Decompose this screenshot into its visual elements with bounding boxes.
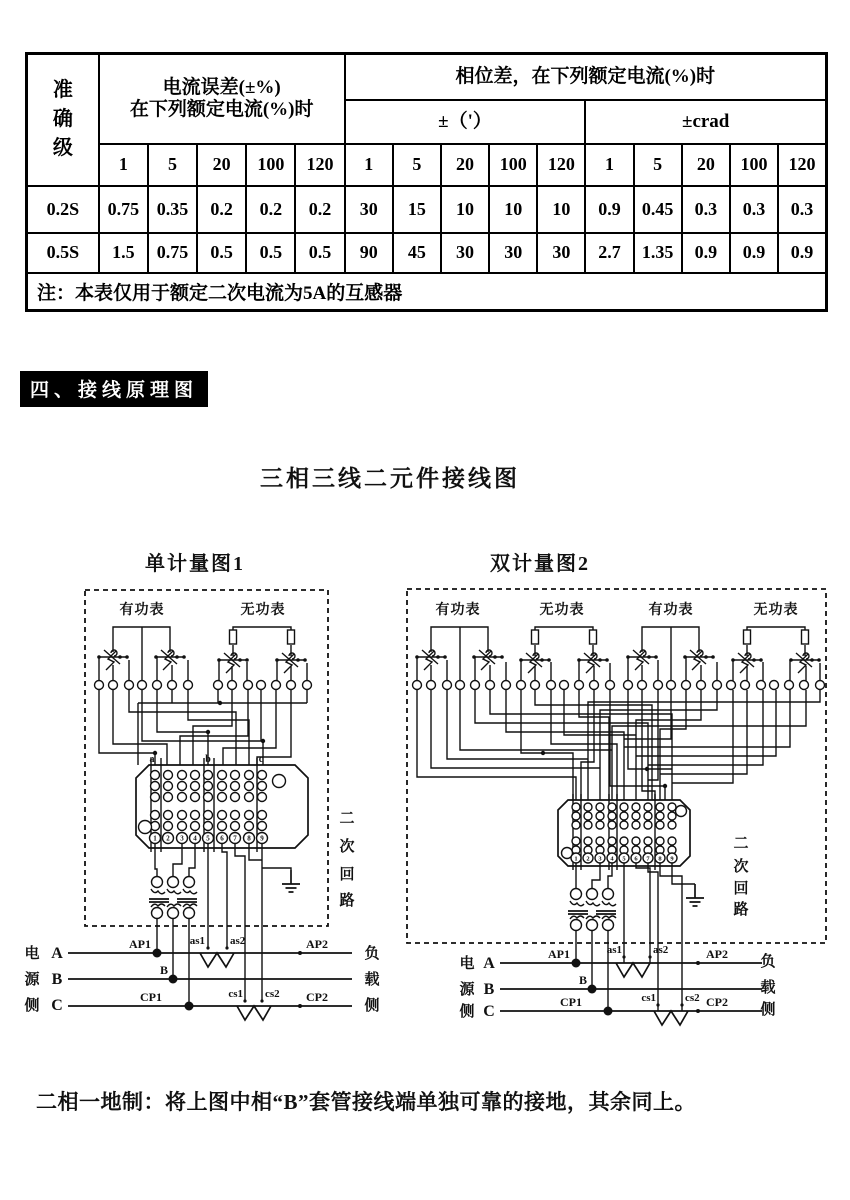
table-cell: 10	[489, 186, 537, 233]
terminal-number: 8	[658, 855, 662, 863]
table-cell: 0.9	[585, 186, 633, 233]
terminal-number: 9	[670, 855, 674, 863]
terminal-number: 5	[622, 855, 626, 863]
wire-label-as2: as2	[653, 944, 669, 956]
table-cell: 0.9	[778, 233, 826, 273]
row-label: 0.2S	[27, 186, 99, 233]
wire-label-as1: as1	[189, 935, 205, 947]
wire-label-ap2: AP2	[306, 937, 328, 951]
current-transformer	[149, 877, 197, 919]
table-cell: 1.5	[99, 233, 148, 273]
wire-label-as2: as2	[230, 935, 246, 947]
table-cell: 0.3	[730, 186, 778, 233]
meter-elements	[413, 627, 825, 690]
load-side-char: 侧	[760, 1002, 776, 1018]
table-cell: 10	[441, 186, 489, 233]
wire-label-ap1: AP1	[548, 947, 570, 961]
wire-label-as1: as1	[606, 944, 622, 956]
terminal-block	[136, 754, 308, 852]
active-meter-label: 有功表	[435, 603, 481, 618]
table-cell: 30	[489, 233, 537, 273]
bushing-ct-link	[200, 953, 234, 967]
wire-label-cs1: cs1	[641, 992, 656, 1004]
terminal-letter: a	[149, 754, 155, 765]
table-cell: 0.5	[295, 233, 344, 273]
table-cell: 0.75	[148, 233, 197, 273]
source-side-char: 电	[459, 956, 475, 972]
active-meter-label: 有功表	[648, 603, 694, 618]
terminal-number: 1	[153, 834, 157, 843]
table-cell: 2.7	[585, 233, 633, 273]
phase-label: C	[483, 1003, 495, 1020]
pct-col: 20	[682, 144, 730, 186]
grounding-note: 二相一地制：将上图中相“B”套管接线端单独可靠的接地，其余同上。	[36, 1090, 697, 1114]
phase-label: B	[483, 981, 495, 998]
load-side-char: 载	[760, 980, 776, 996]
wire-label-cp2: CP2	[306, 990, 328, 1004]
numbered-terminals	[150, 833, 268, 844]
row-label: 0.5S	[27, 233, 99, 273]
svg-text:二: 二	[339, 811, 355, 827]
mounting-hole	[676, 806, 687, 817]
current-error-header: 电流误差(±%) 在下列额定电流(%)时	[99, 54, 345, 144]
bushing-ct-link	[654, 1011, 688, 1025]
table-cell: 0.75	[99, 186, 148, 233]
pct-col: 120	[778, 144, 826, 186]
table-cell: 0.2	[295, 186, 344, 233]
resistor	[744, 630, 751, 644]
pct-col: 20	[197, 144, 246, 186]
wiring-fan	[99, 690, 307, 765]
phase-diff-header: 相位差，在下列额定电流(%)时	[345, 54, 827, 100]
meter-terminals	[727, 681, 825, 690]
pct-col: 1	[345, 144, 393, 186]
table-cell: 10	[537, 186, 585, 233]
terminal-number: 5	[206, 834, 210, 843]
svg-text:二: 二	[733, 836, 749, 852]
current-transformer	[568, 889, 616, 931]
table-row	[27, 233, 827, 273]
source-side-char: 源	[24, 972, 40, 988]
table-cell: 0.45	[634, 186, 682, 233]
wiring-diagram	[0, 540, 850, 1060]
reactive-meter-label: 无功表	[240, 603, 286, 618]
resistor	[532, 630, 539, 644]
svg-text:次: 次	[733, 859, 749, 875]
meter-terminals	[214, 681, 312, 690]
numbered-terminals	[571, 853, 677, 863]
table-cell: 30	[537, 233, 585, 273]
table-cell: 30	[441, 233, 489, 273]
secondary-loop-label	[733, 836, 748, 918]
pct-col: 1	[99, 144, 148, 186]
pct-col: 100	[246, 144, 295, 186]
table-cell: 0.3	[778, 186, 826, 233]
terminal-block	[558, 794, 690, 870]
minutes-header: ±（'）	[345, 100, 586, 144]
wiring-fan	[417, 690, 820, 800]
diagram-single-metering	[23, 551, 379, 1020]
phase-label: A	[51, 945, 63, 962]
terminal-number: 7	[233, 834, 237, 843]
diagram-title: 单计量图1	[145, 553, 245, 575]
wire-label-ap2: AP2	[706, 947, 728, 961]
resistor	[802, 630, 809, 644]
load-side-char: 载	[364, 972, 380, 988]
table-cell: 0.2	[197, 186, 246, 233]
table-cell: 0.9	[682, 233, 730, 273]
mounting-hole	[139, 821, 152, 834]
wire-label-cp2: CP2	[706, 995, 728, 1009]
table-cell: 0.2	[246, 186, 295, 233]
reactive-meter-label: 无功表	[539, 603, 585, 618]
meter-terminals	[95, 681, 193, 690]
active-meter-label: 有功表	[119, 603, 165, 618]
load-side-char: 侧	[364, 998, 380, 1014]
svg-text:回: 回	[733, 881, 749, 897]
resistor	[288, 630, 295, 644]
meter-elements	[95, 627, 312, 690]
page-title: 三相三线二元件接线图	[260, 466, 520, 491]
accuracy-spec-table	[25, 52, 828, 312]
table-note: 注：本表仅用于额定二次电流为5A的互感器	[27, 273, 827, 311]
bushing-ct-link	[616, 963, 650, 977]
pct-col: 5	[148, 144, 197, 186]
phase-label: A	[483, 955, 495, 972]
svg-text:路: 路	[339, 893, 355, 909]
source-side-char: 侧	[459, 1004, 475, 1020]
pct-col: 100	[489, 144, 537, 186]
terminal-number: 9	[260, 834, 264, 843]
terminal-letter: c	[258, 754, 264, 765]
phase-label: C	[51, 997, 63, 1014]
accuracy-class-header: 准确级	[27, 54, 99, 186]
resistor	[590, 630, 597, 644]
ground-icon	[686, 884, 704, 906]
pct-col: 120	[537, 144, 585, 186]
pct-col: 5	[393, 144, 441, 186]
wire-label-cs2: cs2	[265, 988, 280, 1000]
load-side-char: 负	[364, 946, 380, 962]
source-side-char: 电	[24, 946, 40, 962]
phase-label: B	[51, 971, 63, 988]
phase-lines	[458, 944, 775, 1025]
terminal-number: 7	[646, 855, 650, 863]
ground-icon	[282, 870, 300, 892]
terminal-number: 3	[598, 855, 602, 863]
terminal-number: 3	[180, 834, 184, 843]
pct-col: 120	[295, 144, 344, 186]
table-cell: 0.5	[197, 233, 246, 273]
meter-terminals	[624, 681, 722, 690]
meter-terminals	[517, 681, 615, 690]
section-heading: 四、接线原理图	[20, 371, 208, 407]
terminal-letter: b	[205, 754, 211, 765]
terminal-number: 1	[574, 855, 578, 863]
table-cell: 90	[345, 233, 393, 273]
table-cell: 0.9	[730, 233, 778, 273]
bushing-ct-link	[237, 1006, 271, 1020]
terminal-number: 4	[610, 855, 614, 863]
secondary-loop-label	[339, 811, 354, 909]
crad-header: ±crad	[585, 100, 826, 144]
wire-label-ap1: AP1	[129, 937, 151, 951]
pct-col: 20	[441, 144, 489, 186]
svg-text:回: 回	[339, 867, 355, 883]
terminal-number: 8	[247, 834, 251, 843]
pct-col: 100	[730, 144, 778, 186]
table-cell: 0.5	[246, 233, 295, 273]
terminal-number: 2	[166, 834, 170, 843]
wire-label-b: B	[578, 973, 587, 987]
mounting-hole	[273, 775, 286, 788]
table-row	[27, 186, 827, 233]
table-cell: 15	[393, 186, 441, 233]
source-side-char: 源	[459, 982, 475, 998]
table-cell: 0.35	[148, 186, 197, 233]
diagram-title: 双计量图2	[490, 553, 590, 575]
wire-label-cp1: CP1	[560, 995, 582, 1009]
load-side-char: 负	[760, 954, 776, 970]
table-cell: 30	[345, 186, 393, 233]
svg-text:次: 次	[339, 839, 355, 855]
table-cell: 0.3	[682, 186, 730, 233]
terminal-number: 4	[193, 834, 197, 843]
pct-col: 1	[585, 144, 633, 186]
wire-label-cs2: cs2	[685, 992, 700, 1004]
terminal-number: 6	[634, 855, 638, 863]
diagram-double-metering	[407, 551, 826, 1025]
meter-terminals	[413, 681, 511, 690]
pct-col: 5	[634, 144, 682, 186]
terminal-number: 6	[220, 834, 224, 843]
svg-text:路: 路	[733, 902, 749, 918]
wire-label-cp1: CP1	[140, 990, 162, 1004]
wire-label-cs1: cs1	[228, 988, 243, 1000]
reactive-meter-label: 无功表	[753, 603, 799, 618]
phase-lines	[23, 935, 379, 1020]
table-cell: 45	[393, 233, 441, 273]
table-cell: 1.35	[634, 233, 682, 273]
wire-label-b: B	[159, 963, 168, 977]
resistor	[230, 630, 237, 644]
source-side-char: 侧	[24, 998, 40, 1014]
terminal-number: 2	[586, 855, 590, 863]
